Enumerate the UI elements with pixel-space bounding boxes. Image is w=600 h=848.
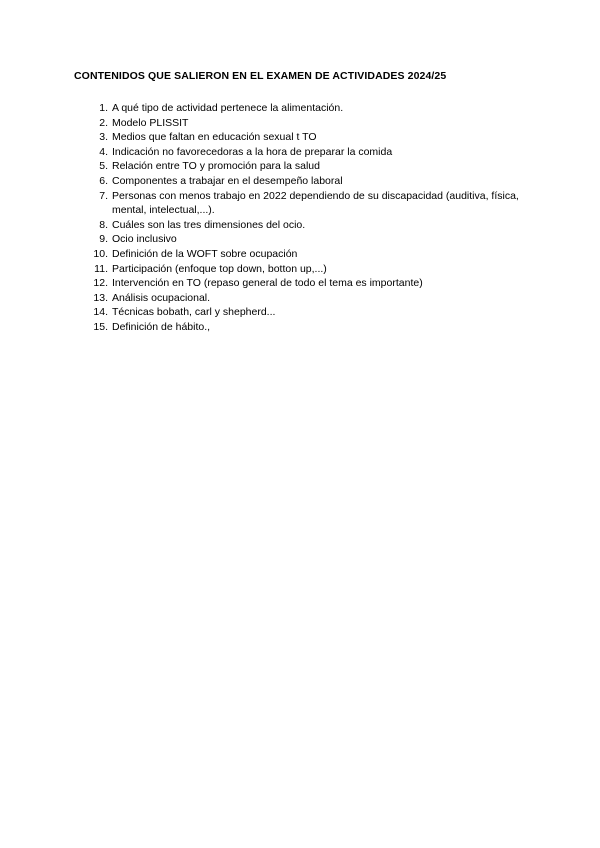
list-item-text: A qué tipo de actividad pertenece la alimentación.	[112, 102, 344, 114]
list-item-number: 13.	[93, 291, 108, 304]
list-item-text: Componentes a trabajar en el desempeño laboral	[112, 174, 343, 187]
list-item-text: Participación (enfoque top down, botton up,...)	[112, 262, 327, 275]
list-item-number: 9.	[99, 233, 108, 246]
list-item-text: Personas con menos trabajo en 2022 dependiendo de su discapacidad (auditiva, física, mental, intelectual,...).	[112, 189, 519, 217]
list-item	[84, 174, 524, 189]
list-item-text: Ocio inclusivo	[112, 233, 177, 246]
list-item-number: 10.	[93, 247, 108, 260]
list-item-number: 6.	[99, 174, 108, 187]
list-item	[84, 232, 524, 247]
list-item-text: Técnicas bobath, carl y shepherd...	[112, 306, 276, 319]
list-item	[84, 145, 524, 160]
list-item-number: 11.	[94, 262, 108, 275]
list-item	[84, 305, 524, 320]
list-item-text: Cuáles son las tres dimensiones del ocio.	[112, 218, 306, 231]
list-item-number: 8.	[99, 218, 108, 231]
list-item	[84, 189, 524, 218]
list-item-number: 4.	[99, 145, 108, 158]
list-item-number: 1.	[99, 102, 108, 114]
list-item-number: 7.	[99, 189, 108, 202]
list-item	[84, 159, 524, 174]
list-item-number: 14.	[93, 306, 108, 319]
list-item-number: 15.	[93, 320, 108, 333]
list-item-text: Medios que faltan en educación sexual t TO	[112, 131, 317, 144]
list-item-text: Modelo PLISSIT	[112, 116, 189, 129]
list-item-text: Análisis ocupacional.	[112, 291, 211, 304]
list-item	[84, 320, 524, 335]
list-item-text: Definición de la WOFT sobre ocupación	[112, 247, 298, 260]
topic-list	[84, 101, 524, 335]
list-item-text: Relación entre TO y promoción para la salud	[112, 160, 320, 173]
document-title: CONTENIDOS QUE SALIERON EN EL EXAMEN DE ACTIVIDADES 2024/25	[74, 70, 447, 82]
list-item	[84, 247, 524, 262]
list-item	[84, 262, 524, 277]
list-item-text: Definición de hábito.,	[112, 320, 211, 333]
list-item	[84, 101, 524, 116]
list-item-text: Intervención en TO (repaso general de todo el tema es importante)	[112, 277, 423, 290]
list-item-number: 5.	[99, 160, 108, 173]
list-item-number: 12.	[93, 277, 108, 290]
list-item	[84, 116, 524, 131]
list-item-number: 3.	[99, 131, 108, 144]
list-item-text: Indicación no favorecedoras a la hora de preparar la comida	[112, 145, 393, 158]
list-item-number: 2.	[99, 116, 108, 129]
list-item	[84, 291, 524, 306]
list-item	[84, 130, 524, 145]
list-item	[84, 276, 524, 291]
list-item	[84, 218, 524, 233]
